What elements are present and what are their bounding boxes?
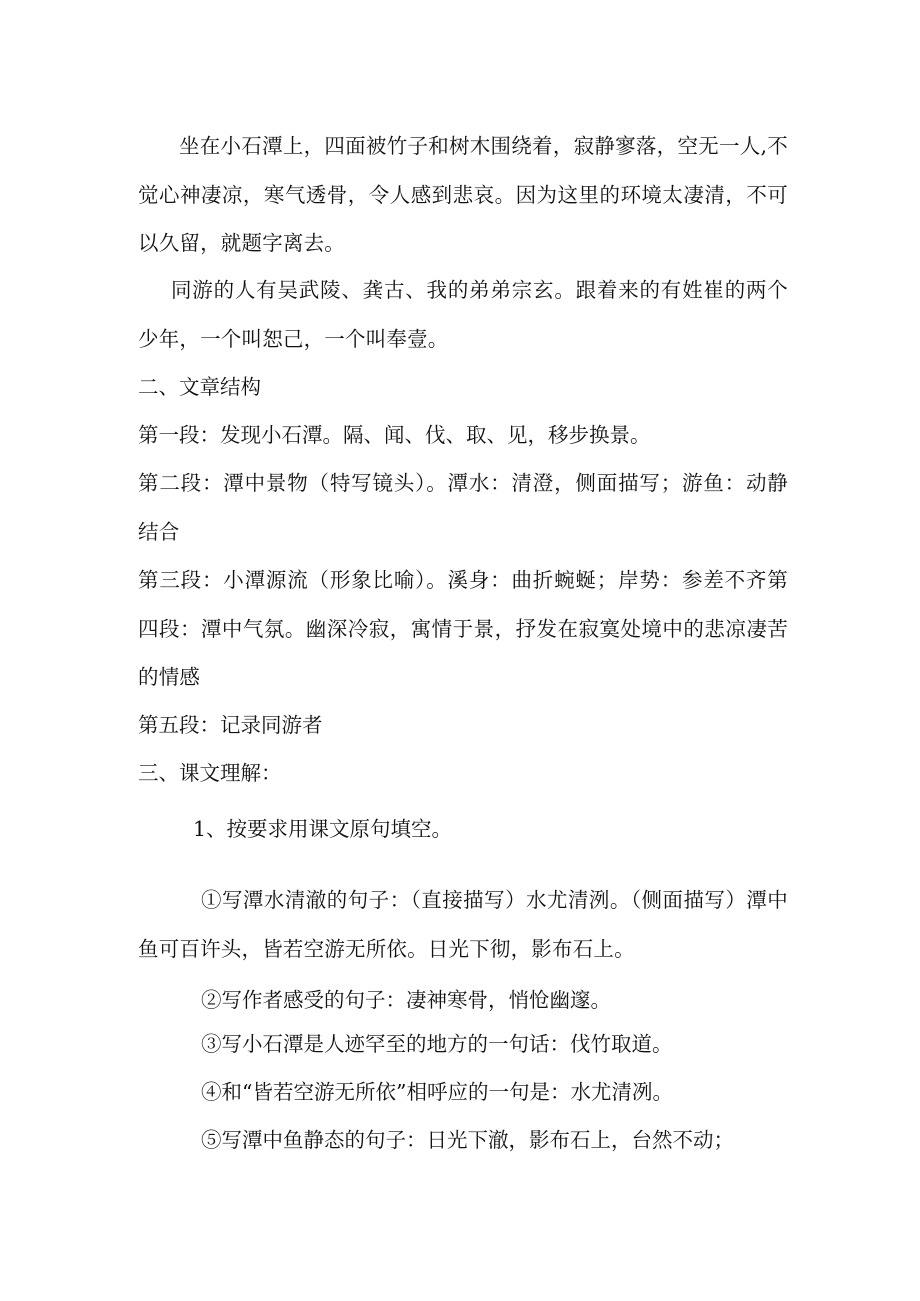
question-1: 1、按要求用课文原句填空。 <box>193 817 453 841</box>
structure-item-3-4: 第三段：小潭源流（形象比喻）。溪身：曲折蜿蜒；岸势：参差不齐第四段：潭中气氛。幽深冷寂，寓情于景，抒发在寂寞处境中的悲凉凄苦的情感 <box>138 568 788 689</box>
answer-3: ③写小石潭是人迹罕至的地方的一句话：伐竹取道。 <box>201 1032 673 1056</box>
answer-4: ④和“皆若空游无所依”相呼应的一句是：水尤清冽。 <box>201 1080 673 1104</box>
paragraph-translation-companions: 同游的人有吴武陵、龚古、我的弟弟宗玄。跟着来的有姓崔的两个少年，一个叫恕己，一个叫奉壹。 <box>138 278 788 351</box>
structure-item-1: 第一段：发现小石潭。隔、闻、伐、取、见，移步换景。 <box>138 423 651 447</box>
answer-5: ⑤写潭中鱼静态的句子：日光下澈，影布石上，台然不动； <box>201 1128 734 1152</box>
section-heading-understanding: 三、课文理解： <box>138 761 282 785</box>
answer-2: ②写作者感受的句子：凄神寒骨，悄怆幽邃。 <box>201 988 611 1012</box>
structure-item-5: 第五段：记录同游者 <box>138 713 323 737</box>
answer-1: ①写潭水清澈的句子：（直接描写）水尤清洌。（侧面描写）潭中鱼可百许头，皆若空游无所依。日光下彻，影布石上。 <box>138 888 788 961</box>
structure-item-2: 第二段：潭中景物（特写镜头）。潭水：清澄，侧面描写；游鱼：动静结合 <box>138 471 788 544</box>
section-heading-structure: 二、文章结构 <box>138 375 261 399</box>
paragraph-translation-scene: 坐在小石潭上，四面被竹子和树木围绕着，寂静寥落，空无一人,不觉心神凄凉，寒气透骨，令人感到悲哀。因为这里的环境太凄清，不可以久留，就题字离去。 <box>138 134 788 255</box>
